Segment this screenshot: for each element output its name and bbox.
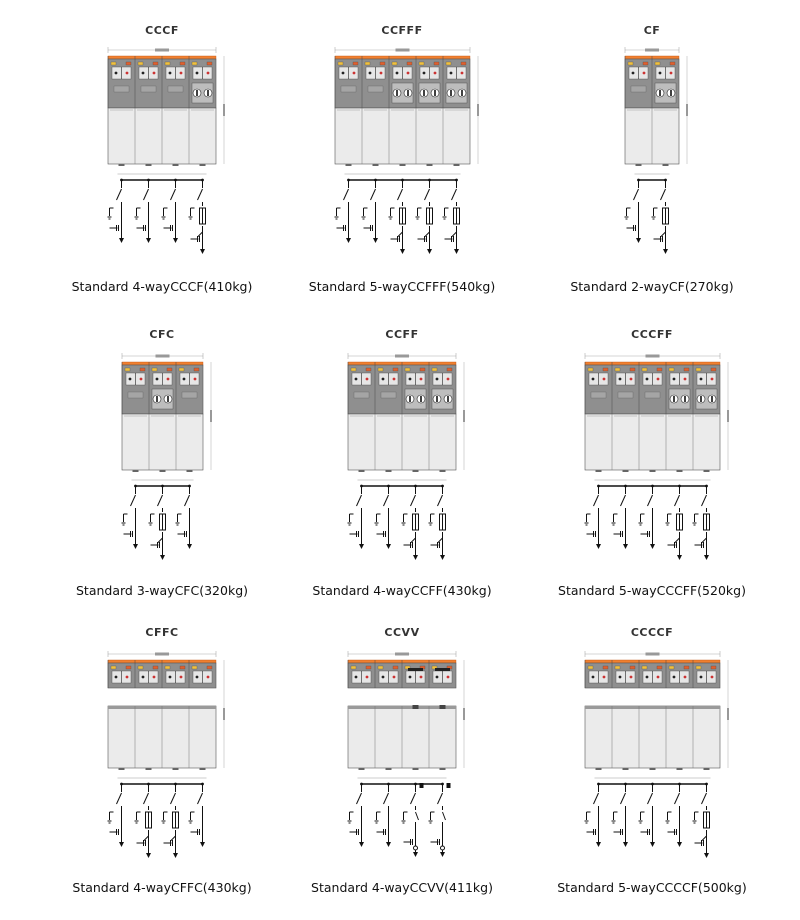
cabinet-bottom [585,706,720,768]
single-line-diagram [348,778,451,857]
single-line-diagram [625,174,670,254]
configuration-caption: Standard 4-wayCCFF(430kg) [312,583,492,598]
feeder-c [375,783,392,847]
feeder-f [402,485,419,560]
cabinet-bottom [122,414,203,470]
configuration-caption: Standard 5-wayCCCFF(520kg) [558,583,746,598]
feeder-v [402,783,424,857]
configuration-ccff [287,328,517,603]
switchgear-figure [329,44,484,273]
configuration-cffc [47,626,277,900]
single-line-diagram [121,480,193,560]
feeder-f [189,179,206,254]
feeder-f [162,783,179,858]
feeder-c [611,783,628,847]
feeder-f [388,179,405,254]
single-line-diagram [584,480,710,560]
feeder-f [692,783,709,858]
feeder-f [652,179,669,254]
feeder-c [625,179,642,243]
configuration-caption: Standard 4-wayCCVV(411kg) [311,880,493,895]
switchgear-figure [342,350,470,577]
feeder-v [429,783,451,857]
switchgear-figure [619,44,693,273]
panel-v [405,666,425,683]
configuration-cccff [537,328,767,603]
configuration-code: CF [643,24,661,37]
busbar-strip [585,660,720,663]
feeder-f [415,179,432,254]
feeder-c [108,179,125,243]
configuration-cf [537,24,767,299]
feeder-c [638,783,655,847]
panel-v [432,666,452,683]
feeder-c [348,783,365,847]
single-line-diagram [108,778,207,858]
configuration-ccfff [287,24,517,299]
configuration-caption: Standard 4-wayCCCF(410kg) [71,279,253,294]
feeder-c [584,485,601,549]
feeder-c [334,179,351,243]
configuration-code: CCCFF [631,328,673,341]
configuration-cfc [47,328,277,603]
switchgear-figure [579,648,734,874]
feeder-c [361,179,378,243]
cabinet-bottom [585,414,720,470]
feeder-f [692,485,709,560]
feeder-c [162,179,179,243]
configuration-code: CCFFF [381,24,423,37]
configuration-ccvv [287,626,517,900]
single-line-diagram [584,778,710,858]
configuration-caption: Standard 5-wayCCCCF(500kg) [557,880,747,895]
feeder-c [665,783,682,847]
feeder-f [665,485,682,560]
feeder-c [375,485,392,549]
busbar-strip [585,362,720,365]
configuration-code: CCCF [145,24,179,37]
cabinet-bottom [335,108,470,164]
configuration-caption: Standard 4-wayCFFC(430kg) [72,880,252,895]
single-line-diagram [334,174,460,254]
feeder-c [611,485,628,549]
busbar-strip [122,362,203,365]
configuration-code: CCVV [384,626,420,639]
feeder-f [148,485,165,560]
switchgear-figure [102,44,230,273]
configuration-caption: Standard 5-wayCCFFF(540kg) [308,279,496,294]
feeder-c [584,783,601,847]
single-line-diagram [108,174,207,254]
feeder-c [108,783,125,847]
busbar-strip [335,56,470,59]
feeder-f [135,783,152,858]
feeder-c [638,485,655,549]
configuration-code: CCFF [385,328,419,341]
switchgear-figure [102,648,230,874]
feeder-c [189,783,206,847]
feeder-c [135,179,152,243]
configuration-cccf [47,24,277,299]
switchgear-figure [342,648,470,874]
feeder-f [442,179,459,254]
configuration-ccccf [537,626,767,900]
configuration-caption: Standard 3-wayCFC(320kg) [75,583,248,598]
feeder-c [348,485,365,549]
switchgear-figure [579,350,734,577]
switchgear-figure [116,350,217,577]
configuration-code: CCCCF [630,626,674,639]
configuration-code: CFFC [145,626,179,639]
configuration-caption: Standard 2-wayCF(270kg) [570,279,734,294]
feeder-c [175,485,192,549]
feeder-c [121,485,138,549]
feeder-f [429,485,446,560]
single-line-diagram [348,480,447,560]
configuration-code: CFC [149,328,175,341]
